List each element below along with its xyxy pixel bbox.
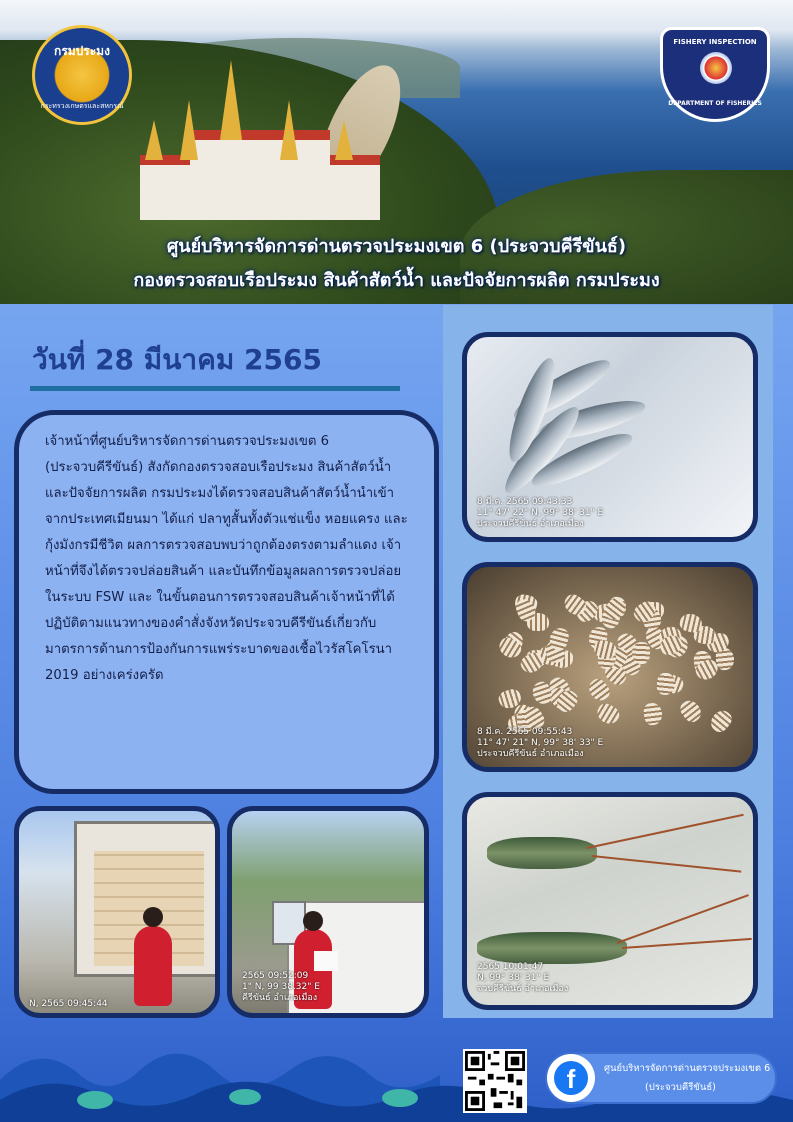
spiny-lobster-photo: 2565 10:01:47 N, 99° 38' 31" E จวบคีรีขันธ์ อำเภอเมือง [462,792,758,1010]
facebook-icon[interactable]: f [547,1054,595,1102]
truck-inspection-photo-2: 2565 09:52:09 1" N, 99 38.32" E คีรีขันธ์ อำเภอเมือง [227,806,429,1018]
department-of-fisheries-logo: กรมประมง กระทรวงเกษตรและสหกรณ์ [32,25,132,125]
cockle-shell [631,642,650,665]
header-title-line2: กองตรวจสอบเรือประมง สินค้าสัตว์น้ำ และปัจจัยการผลิต กรมประมง [133,270,660,291]
date-underline [30,386,400,391]
truck-inspection-photo-1: N, 2565 09:45:44 [14,806,220,1018]
temple-illustration [120,60,400,230]
cockle-shell [707,707,735,735]
qr-code-icon [465,1051,525,1111]
news-body-text: เจ้าหน้าที่ศูนย์บริหารจัดการด่านตรวจประมงเขต 6 (ประจวบคีรีขันธ์) สังกัดกองตรวจสอบเรือประมง สินค้าสัตว์น้ำ และปัจจัยการผลิต กรมประมงได้ตรวจสอบสินค้าสัตว์น้ำนำเข้า จากประเทศเมียนมา ได้แก่ ปลาทูสั้นทั้งตัวแช่แข็ง หอยแครง และกุ้งมังกรมีชีวิต ผลการตรวจสอบพบว่าถูกต้องตรงตามลำแดง เจ้าหน้าที่จึงได้ตรวจปล่อยสินค้า และบันทึกข้อมูลผลการตรวจปล่อยในระบบ FSW และ ในขั้นตอนการตรวจสอบสินค้าเจ้าหน้าที่ได้ปฏิบัติตามแนวทางของคำสั่งจังหวัดประจวบคีรีขันธ์เกี่ยวกับมาตรการด้านการป้องกันการแพร่ระบาดของเชื้อไวรัสโคโรนา 2019 อย่างเคร่งครัด [45,434,408,683]
fish-icon [229,1089,261,1105]
facebook-page-subname: (ประจวบคีรีขันธ์) [645,1082,716,1093]
fishery-inspection-logo: FISHERY INSPECTION DEPARTMENT OF FISHERIES [660,27,770,122]
emblem-icon [700,52,732,84]
cockle-shell [594,701,622,728]
cockle-shell [643,702,664,726]
fish-icon [77,1091,113,1109]
cockle-shell [677,696,705,724]
news-text-box [14,410,439,794]
header-banner-photo [0,0,793,304]
qr-code[interactable] [463,1049,527,1113]
date-heading: วันที่ 28 มีนาคม 2565 [32,343,322,376]
header-title [0,230,793,298]
cockles-photo: 8 มี.ค. 2565 09:55:43 11° 47' 21" N, 99° 38' 33" E ประจวบคีรีขันธ์ อำเภอเมือง [462,562,758,772]
header-title-line1: ศูนย์บริหารจัดการด่านตรวจประมงเขต 6 (ประจวบคีรีขันธ์) [166,236,627,257]
frozen-mackerel-photo: 8 มี.ค. 2565 09:43:33 11° 47' 22" N, 99° 38' 31" E ประจวบคีรีขันธ์ อำเภอเมือง [462,332,758,542]
facebook-page-name: ศูนย์บริหารจัดการด่านตรวจประมงเขต 6 [604,1063,771,1074]
fish-icon [382,1089,418,1107]
